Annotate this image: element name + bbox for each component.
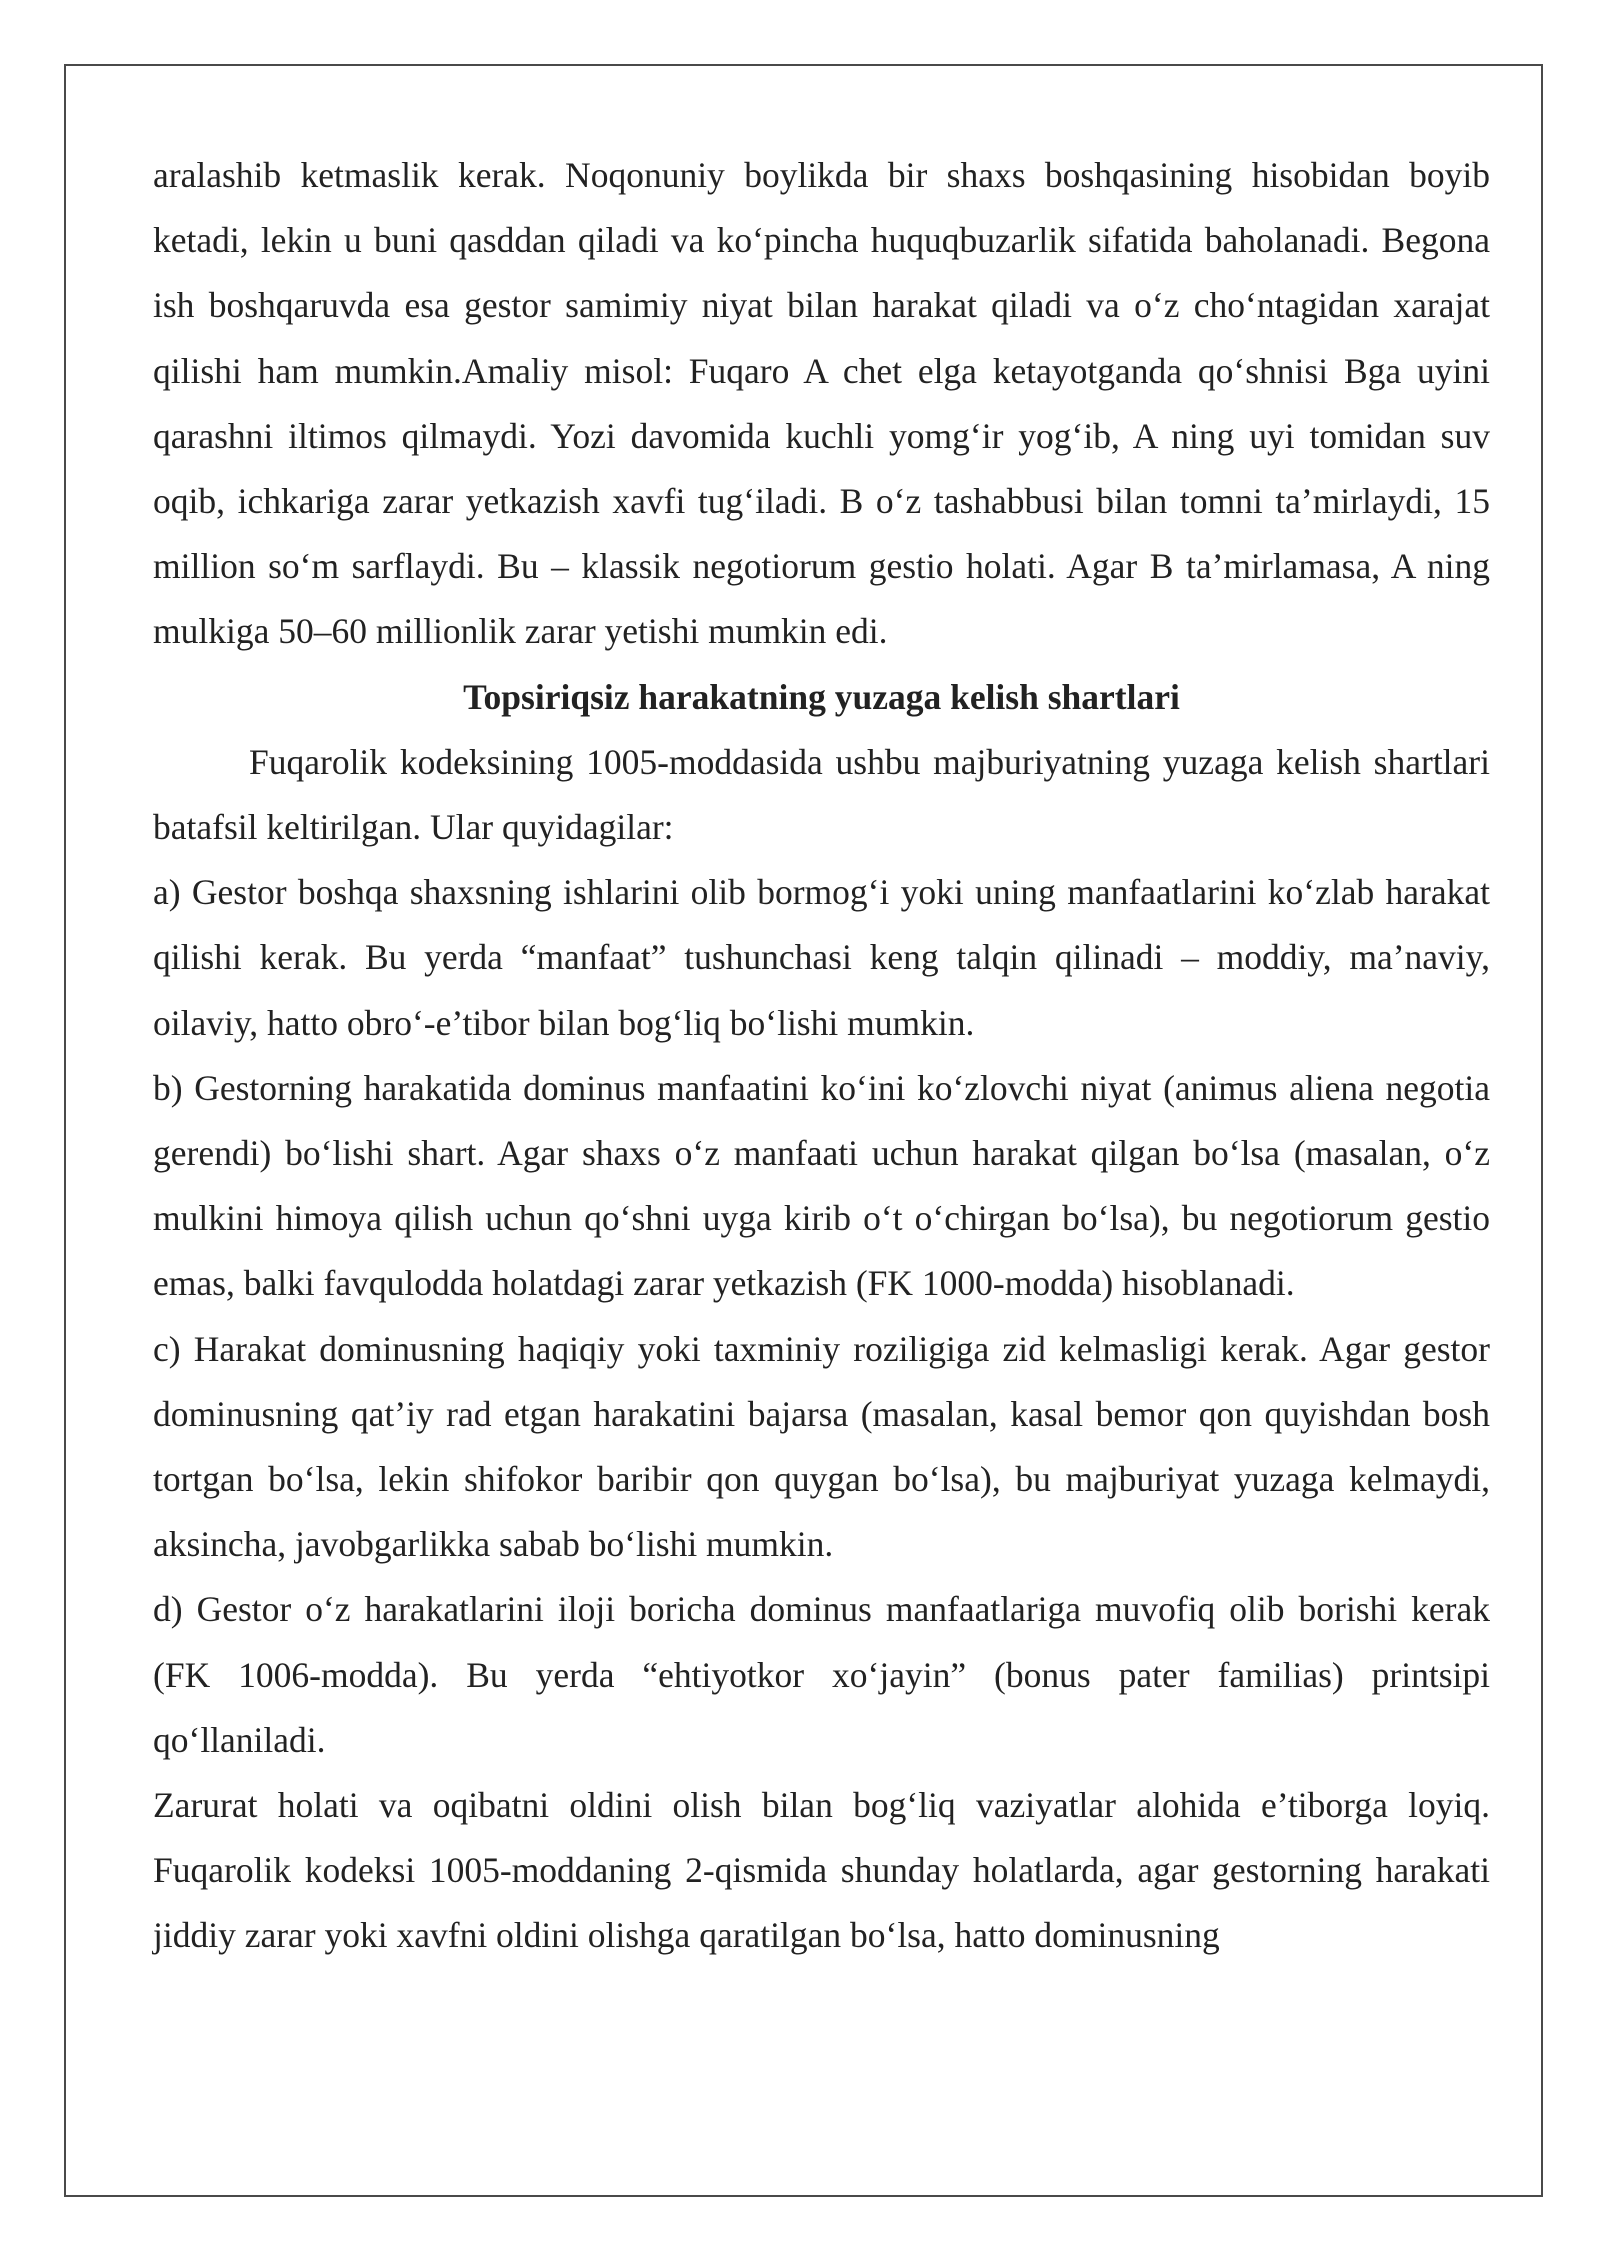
condition-c-paragraph: c) Harakat dominusning haqiqiy yoki taxminiy roziligiga zid kelmasligi kerak. Agar gestor dominusning qat’iy rad etgan harakatini bajarsa (masalan, kasal bemor qon quyishdan bosh tortgan bo‘lsa, lekin shifokor baribir qon quygan bo‘lsa), bu majburiyat yuzaga kelmaydi, aksincha, javobgarlikka sabab bo‘lishi mumkin. (153, 1328, 1490, 1565)
condition-a-paragraph: a) Gestor boshqa shaxsning ishlarini olib bormog‘i yoki uning manfaatlarini ko‘zlab harakat qilishi kerak. Bu yerda “manfaat” tushunchasi keng talqin qilinadi – moddiy, ma’naviy, oilaviy, hatto obro‘-e’tibor bilan bog‘liq bo‘lishi mumkin. (153, 872, 1490, 1043)
condition-b-paragraph: b) Gestorning harakatida dominus manfaatini ko‘ini ko‘zlovchi niyat (animus aliena negotia gerendi) bo‘lishi shart. Agar shaxs o‘z manfaati uchun harakat qilgan bo‘lsa (masalan, o‘z mulkini himoya qilish uchun qo‘shni uyga kirib o‘t o‘chirgan bo‘lsa), bu negotiorum gestio emas, balki favqulodda holatdagi zarar yetkazish (FK 1000-modda) hisoblanadi. (153, 1067, 1490, 1304)
section-intro-paragraph: Fuqarolik kodeksining 1005-moddasida ushbu majburiyatning yuzaga kelish shartlari batafsil keltirilgan. Ular quyidagilar: (153, 741, 1490, 848)
closing-paragraph: Zarurat holati va oqibatni oldini olish bilan bog‘liq vaziyatlar alohida e’tiborga loyiq. Fuqarolik kodeksi 1005-moddaning 2-qismida shunday holatlarda, agar gestorning harakati jiddiy zarar yoki xavfni oldini olishga qaratilgan bo‘lsa, hatto dominusning (153, 1785, 1490, 1956)
section-heading: Topsiriqsiz harakatning yuzaga kelish shartlari (463, 676, 1180, 717)
document-body (153, 143, 1490, 1969)
condition-d-paragraph: d) Gestor o‘z harakatlarini iloji boricha dominus manfaatlariga muvofiq olib borishi kerak (FK 1006-modda). Bu yerda “ehtiyotkor xo‘jayin” (bonus pater familias) printsipi qo‘llaniladi. (153, 1589, 1490, 1760)
intro-paragraph: aralashib ketmaslik kerak. Noqonuniy boylikda bir shaxs boshqasining hisobidan boyib ketadi, lekin u buni qasddan qiladi va ko‘pincha huquqbuzarlik sifatida baholanadi. Begona ish boshqaruvda esa gestor samimiy niyat bilan harakat qiladi va o‘z cho‘ntagidan xarajat qilishi ham mumkin.Amaliy misol: Fuqaro A chet elga ketayotganda qo‘shnisi Bga uyini qarashni iltimos qilmaydi. Yozi davomida kuchli yomg‘ir yog‘ib, A ning uyi tomidan suv oqib, ichkariga zarar yetkazish xavfi tug‘iladi. B o‘z tashabbusi bilan tomni ta’mirlaydi, 15 million so‘m sarflaydi. Bu – klassik negotiorum gestio holati. Agar B ta’mirlamasa, A ning mulkiga 50–60 millionlik zarar yetishi mumkin edi. (153, 155, 1490, 652)
